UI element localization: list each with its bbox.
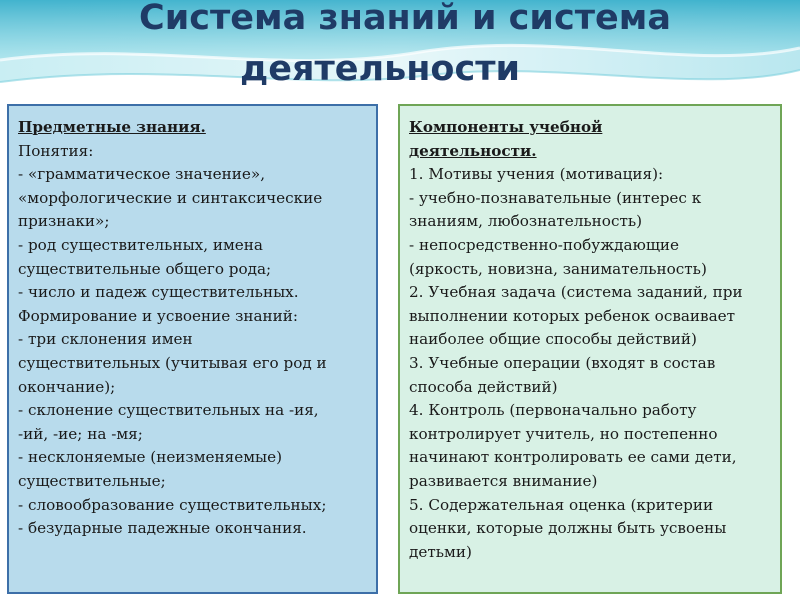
text-line: «морфологические и синтаксические: [18, 188, 323, 207]
text-line: 5. Содержательная оценка (критерии: [409, 495, 714, 514]
text-line: способа действий): [409, 377, 558, 396]
text-line: существительные общего рода;: [18, 259, 272, 278]
text-line: начинают контролировать ее сами дети,: [409, 448, 737, 467]
text-line: - словообразование существительных;: [18, 495, 327, 514]
subject-knowledge-heading: Предметные знания.: [18, 118, 206, 136]
text-line: - несклоняемые (неизменяемые): [18, 448, 283, 467]
text-line: выполнении которых ребенок осваивает: [409, 306, 736, 325]
text-line: - род существительных, имена: [18, 235, 263, 254]
learning-activity-heading-line2: деятельности.: [409, 141, 537, 160]
text-line: 4. Контроль (первоначально работу: [409, 401, 697, 420]
text-line: - число и падеж существительных.: [18, 283, 299, 302]
text-line: существительных (учитывая его род и: [18, 353, 327, 372]
learning-activity-panel: [398, 104, 782, 594]
text-line: 1. Мотивы учения (мотивация):: [409, 165, 664, 184]
subject-knowledge-panel: [7, 104, 378, 594]
text-line: окончание);: [18, 377, 116, 396]
text-line: - три склонения имен: [18, 330, 193, 349]
slide-title-line2: деятельности: [239, 49, 521, 89]
text-line: (яркость, новизна, занимательность): [409, 259, 707, 278]
subject-knowledge-text: [18, 140, 368, 541]
slide-title: [0, 0, 800, 93]
learning-activity-heading-line1: Компоненты учебной: [409, 118, 603, 136]
text-line: наиболее общие способы действий): [409, 330, 697, 349]
slide-title-line1: Система знаний и система: [139, 0, 671, 38]
text-line: Формирование и усвоение знаний:: [18, 306, 299, 325]
text-line: -ий, -ие; на -мя;: [18, 424, 143, 443]
text-line: признаки»;: [18, 212, 110, 231]
text-line: 2. Учебная задача (система заданий, при: [409, 283, 743, 302]
text-line: существительные;: [18, 471, 166, 490]
text-line: оценки, которые должны быть усвоены: [409, 519, 727, 538]
text-line: - «грамматическое значение»,: [18, 165, 266, 184]
learning-activity-text: [409, 163, 772, 564]
text-line: Понятия:: [18, 141, 94, 160]
text-line: знаниям, любознательность): [409, 212, 643, 231]
text-line: - непосредственно-побуждающие: [409, 235, 680, 254]
text-line: 3. Учебные операции (входят в состав: [409, 353, 716, 372]
text-line: детьми): [409, 542, 472, 561]
text-line: контролирует учитель, но постепенно: [409, 424, 718, 443]
text-line: развивается внимание): [409, 471, 598, 490]
text-line: - склонение существительных на -ия,: [18, 401, 319, 420]
text-line: - безударные падежные окончания.: [18, 519, 307, 538]
text-line: - учебно-познавательные (интерес к: [409, 188, 702, 207]
